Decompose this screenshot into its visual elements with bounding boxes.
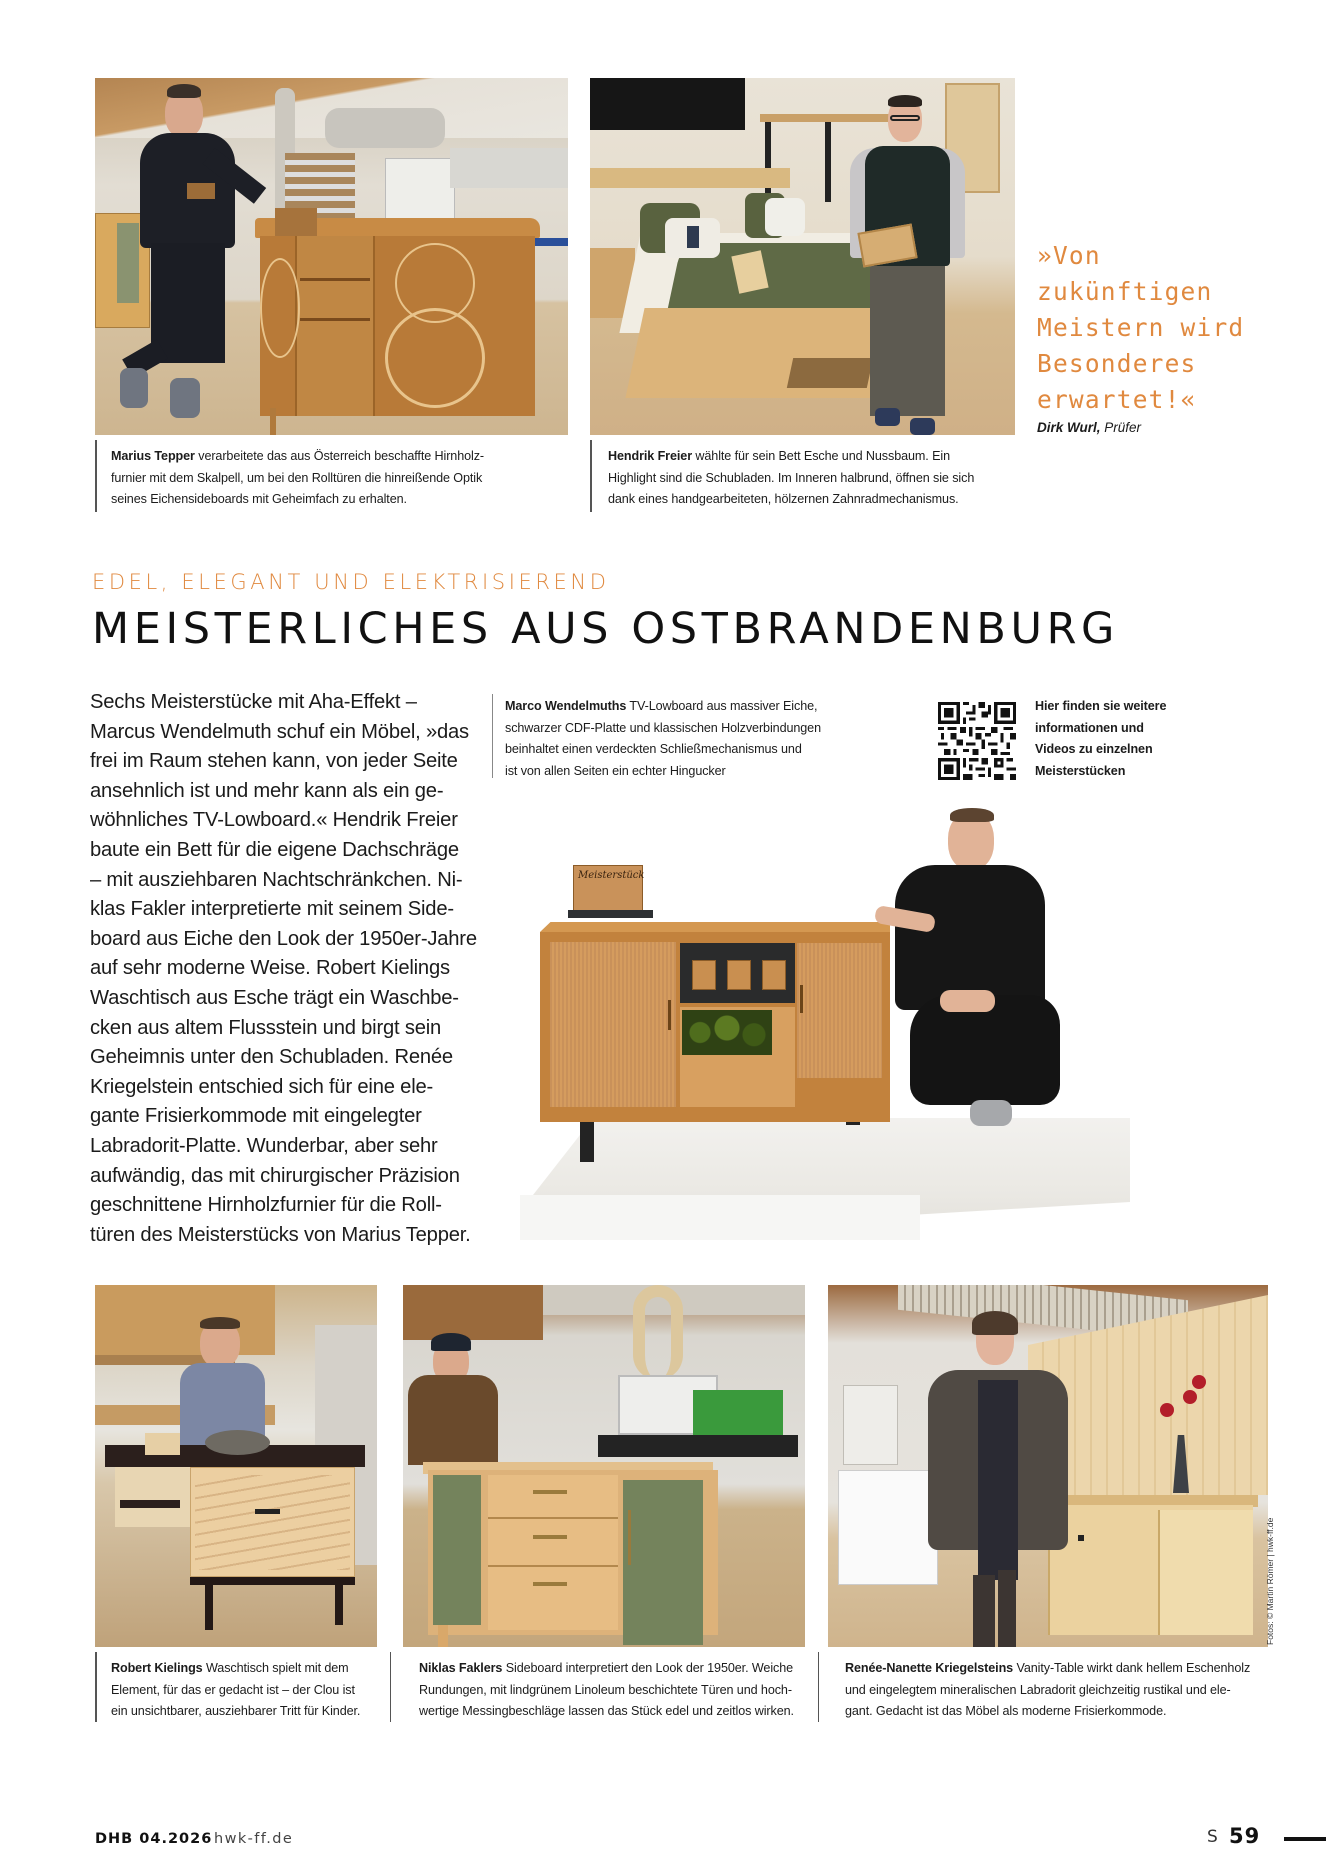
footer-issue: DHB 04.2026 (95, 1831, 213, 1847)
caption-line: ist von allen Seiten ein echter Hingucker (505, 763, 726, 778)
body-line: Waschtisch aus Esche trägt ein Waschbe- (90, 986, 459, 1009)
quote-author-role: Prüfer (1100, 420, 1142, 435)
body-line: cken aus altem Flussstein und birgt sein (90, 1016, 442, 1039)
caption-line: gant. Gedacht ist das Möbel als moderne Frisierkommode. (845, 1704, 1167, 1718)
photo-credit: Fotos: © Martin Römer | hwk-ff.de (1265, 1517, 1275, 1645)
photo-marco-wendelmuth-lowboard (500, 800, 1280, 1260)
caption-line: Vanity-Table wirkt dank hellem Eschenholz (1013, 1661, 1251, 1675)
article-kicker: EDEL, ELEGANT UND ELEKTRISIEREND (92, 570, 610, 594)
pull-quote-line: Besonderes (1037, 349, 1197, 378)
caption-line: furnier mit dem Skalpell, um bei den Rolltüren die hinreißende Optik (111, 470, 483, 485)
caption-line: TV-Lowboard aus massiver Eiche, (626, 699, 818, 713)
caption-name: Marius Tepper (111, 449, 195, 463)
photo-renee-nanette-kriegelstein (828, 1285, 1268, 1647)
footer-website-link[interactable]: hwk-ff.de (214, 1831, 294, 1847)
body-line: Kriegelstein entschied sich für eine ele- (90, 1075, 434, 1098)
quote-author-name: Dirk Wurl, (1037, 420, 1101, 435)
caption-line: Sideboard interpretiert den Look der 1950er. Weiche (502, 1661, 794, 1675)
caption-hendrik-freier (608, 446, 1018, 511)
caption-rule-center (492, 694, 493, 778)
body-line: türen des Meisterstücks von Marius Tepper. (90, 1223, 471, 1246)
caption-name: Renée-Nanette Kriegelsteins (845, 1661, 1014, 1675)
caption-line: Waschtisch spielt mit dem (202, 1661, 349, 1675)
photo-robert-kieling (95, 1285, 377, 1647)
body-line: frei im Raum stehen kann, von jeder Seite (90, 750, 458, 773)
qr-text-line: Meisterstücken (1035, 763, 1126, 778)
caption-name: Robert Kielings (111, 1661, 203, 1675)
body-line: Sechs Meisterstücke mit Aha-Effekt – (90, 691, 417, 713)
caption-line: und eingelegtem mineralischen Labradorit gleichzeitig rustikal und ele- (845, 1682, 1231, 1697)
qr-text-line: Videos zu einzelnen (1035, 742, 1153, 756)
pull-quote-line: »Von (1037, 241, 1101, 270)
caption-robert-kieling (111, 1658, 391, 1723)
pull-quote (1037, 238, 1297, 418)
caption-marius-tepper (111, 446, 571, 511)
caption-marco-wendelmuth (505, 696, 925, 782)
caption-line: wertige Messingbeschläge lassen das Stück edel und zeitlos wirken. (419, 1704, 794, 1718)
caption-rule-bottom-left (95, 1652, 97, 1722)
photo-hendrik-freier (590, 78, 1015, 435)
body-line: gante Frisierkommode mit eingelegter (90, 1105, 422, 1128)
body-line: ansehnlich ist und mehr kann als ein ge- (90, 779, 444, 802)
qr-text-line: informationen und (1035, 720, 1144, 735)
body-line: wöhnliches TV-Lowboard.« Hendrik Freier (90, 809, 458, 832)
footer-page-number: 59 (1229, 1824, 1261, 1848)
qr-description (1035, 696, 1225, 782)
body-line: auf sehr moderne Weise. Robert Kielings (90, 957, 450, 980)
caption-line: dank eines handgearbeiteten, hölzernen Zahnradmechanismus. (608, 492, 959, 506)
article-headline: MEISTERLICHES AUS OSTBRANDENBURG (92, 604, 1119, 654)
plaque-text: Meisterstück (578, 870, 645, 881)
caption-line: beinhaltet einen verdeckten Schließmechanismus und (505, 742, 802, 756)
body-line: geschnittene Hirnholzfurnier für die Roll- (90, 1194, 442, 1217)
body-line: aufwändig, das mit chirurgischer Präzision (90, 1164, 460, 1187)
caption-name: Hendrik Freier (608, 449, 692, 463)
caption-line: verarbeitete das aus Österreich beschaffte Hirnholz- (194, 449, 485, 463)
pull-quote-line: erwartet!« (1037, 385, 1197, 414)
caption-renee-nanette-kriegelstein (845, 1658, 1285, 1723)
qr-text-line: Hier finden sie weitere (1035, 699, 1167, 713)
caption-line: wählte für sein Bett Esche und Nussbaum. Ein (692, 449, 951, 463)
qr-code-icon[interactable] (938, 702, 1016, 780)
footer-bar-decoration (1284, 1837, 1326, 1841)
pull-quote-line: zukünftigen (1037, 277, 1213, 306)
caption-niklas-fakler (419, 1658, 819, 1723)
caption-line: ein unsichtbarer, ausziehbarer Tritt für Kinder. (111, 1704, 361, 1718)
photo-niklas-fakler (403, 1285, 805, 1647)
body-line: baute ein Bett für die eigene Dachschräge (90, 838, 459, 861)
photo-marius-tepper (95, 78, 568, 435)
caption-line: Highlight sind die Schubladen. Im Inneren halbrund, öffnen sie sich (608, 470, 975, 485)
body-line: board aus Eiche den Look der 1950er-Jahre (90, 927, 477, 950)
caption-line: Element, für das er gedacht ist – der Clou ist (111, 1682, 355, 1697)
body-line: Marcus Wendelmuth schuf ein Möbel, »das (90, 720, 469, 743)
body-line: – mit ausziehbaren Nachtschränkchen. Ni- (90, 868, 463, 891)
caption-name: Marco Wendelmuths (505, 699, 627, 713)
caption-line: seines Eichensideboards mit Geheimfach zu erhalten. (111, 492, 407, 506)
body-line: Labradorit-Platte. Wunderbar, aber sehr (90, 1134, 438, 1157)
body-line: Geheimnis unter den Schubladen. Renée (90, 1046, 453, 1069)
body-line: klas Fakler interpretierte mit seinem Side- (90, 898, 454, 921)
caption-name: Niklas Faklers (419, 1661, 503, 1675)
caption-rule-top-middle (590, 440, 592, 512)
article-body (90, 688, 475, 1250)
caption-line: Rundungen, mit lindgrünem Linoleum beschichtete Türen und hoch- (419, 1682, 792, 1697)
quote-author (1037, 420, 1141, 435)
caption-rule-top-left (95, 440, 97, 512)
pull-quote-line: Meistern wird (1037, 313, 1245, 342)
footer-page-prefix: S (1207, 1827, 1218, 1847)
caption-line: schwarzer CDF-Platte und klassischen Holzverbindungen (505, 720, 821, 735)
